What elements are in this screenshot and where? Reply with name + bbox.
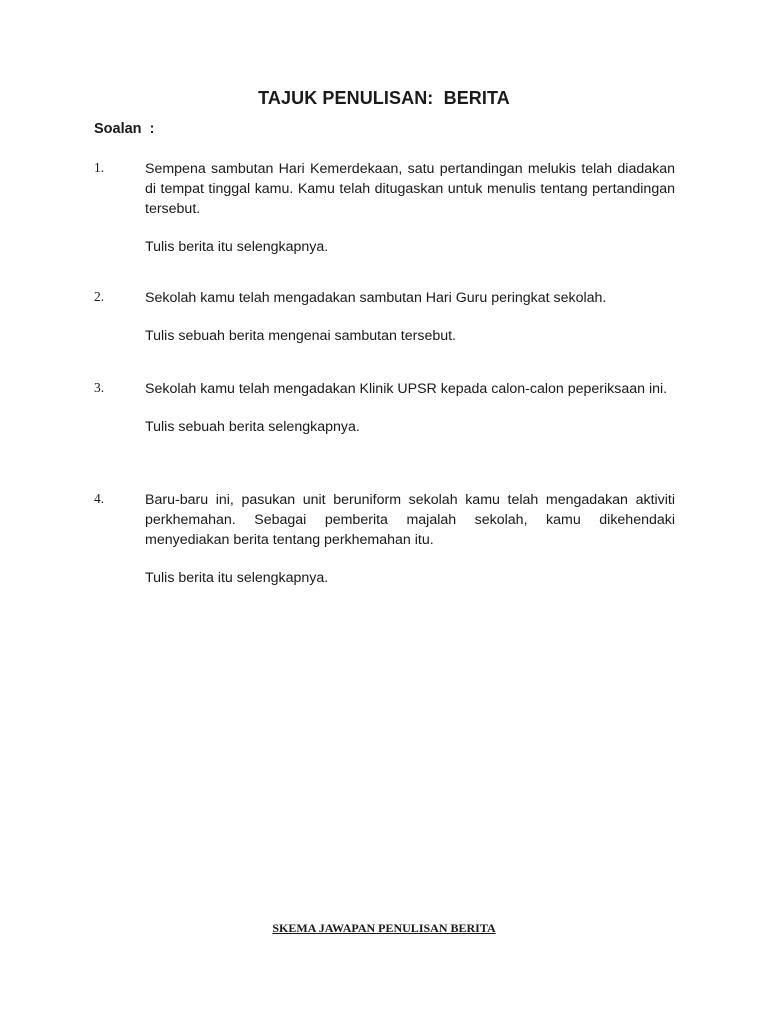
question-number: 3. [94, 380, 105, 395]
question-instruction: Tulis sebuah berita mengenai sambutan tersebut. [145, 328, 456, 344]
question-body [145, 159, 675, 257]
question-number: 2. [94, 289, 105, 304]
question-instruction: Tulis sebuah berita selengkapnya. [145, 419, 360, 435]
question-text: Baru-baru ini, pasukan unit beruniform sekolah kamu telah mengadakan aktiviti perkhemahan. Sebagai pemberita majalah sekolah, kamu dikehendaki menyediakan berita tentang perkhemahan itu. [145, 492, 675, 548]
soalan-label: Soalan : [94, 121, 155, 137]
question-text: Sekolah kamu telah mengadakan sambutan Hari Guru peringkat sekolah. [145, 290, 607, 306]
question-number: 1. [94, 160, 105, 175]
question-instruction: Tulis berita itu selengkapnya. [145, 570, 329, 586]
question-text: Sekolah kamu telah mengadakan Klinik UPSR kepada calon-calon peperiksaan ini. [145, 381, 668, 397]
question-body [145, 379, 675, 437]
question-text: Sempena sambutan Hari Kemerdekaan, satu pertandingan melukis telah diadakan di tempat tinggal kamu. Kamu telah ditugaskan untuk menulis tentang pertandingan tersebut. [145, 161, 675, 217]
question-body [145, 490, 675, 588]
page-title: TAJUK PENULISAN: BERITA [258, 88, 510, 108]
question-body [145, 288, 675, 346]
question-number: 4. [94, 491, 105, 506]
question-instruction: Tulis berita itu selengkapnya. [145, 239, 329, 255]
footer-heading: SKEMA JAWAPAN PENULISAN BERITA [272, 921, 496, 935]
